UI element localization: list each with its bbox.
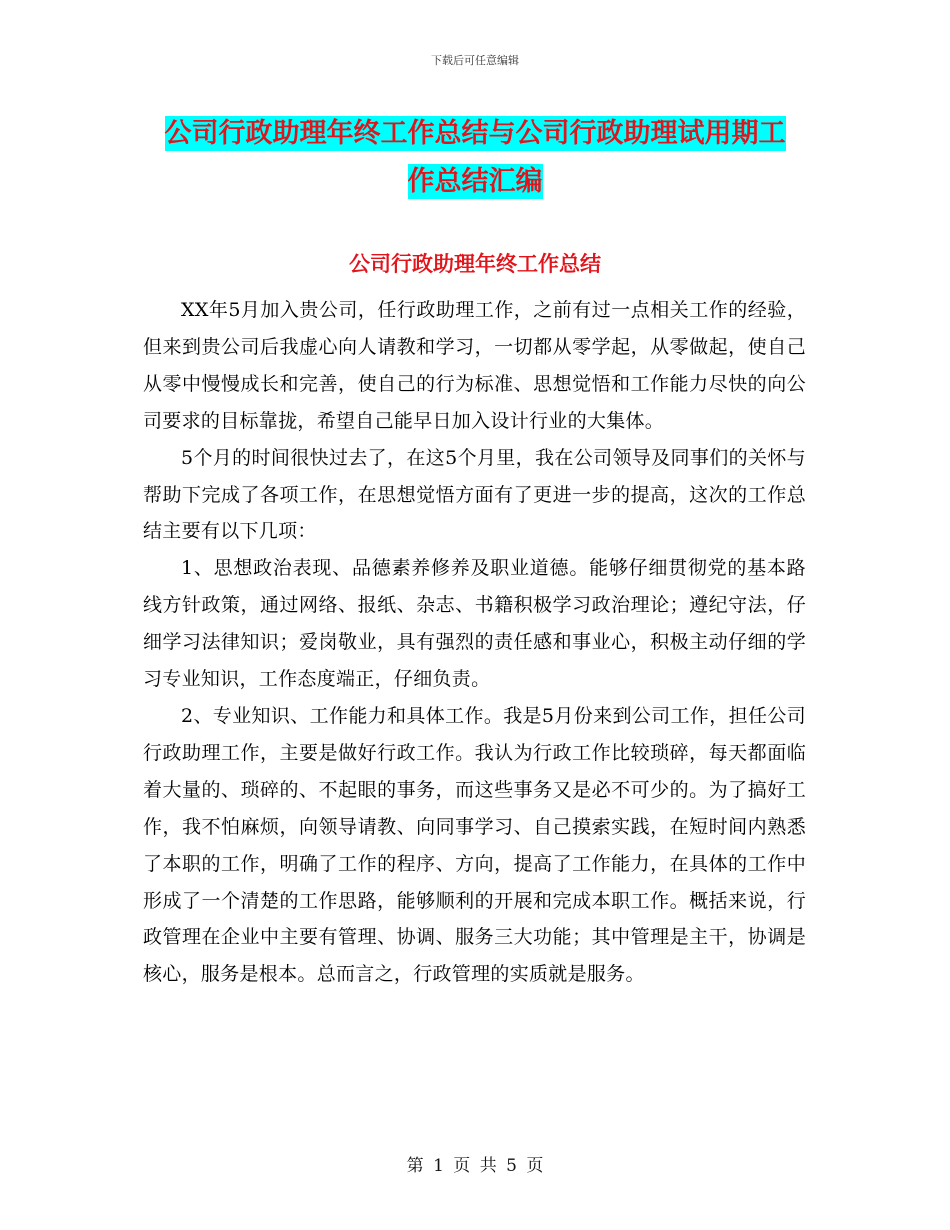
section-title: 公司行政助理年终工作总结 (349, 252, 601, 276)
page-header-note: 下载后可任意编辑 (431, 54, 519, 67)
document-body (143, 292, 806, 993)
document-title-line-1: 公司行政助理年终工作总结与公司行政助理试用期工 (164, 118, 786, 149)
body-paragraph-2: 5个月的时间很快过去了，在这5个月里，我在公司领导及同事们的关怀与帮助下完成了各项工作，在思想觉悟方面有了更进一步的提高，这次的工作总结主要有以下几项： (143, 446, 806, 543)
page-number-footer: 第 1 页 共 5 页 (406, 1156, 544, 1176)
document-title-line-2: 作总结汇编 (407, 166, 543, 197)
body-paragraph-4: 2、专业知识、工作能力和具体工作。我是5月份来到公司工作，担任公司行政助理工作，主要是做好行政工作。我认为行政工作比较琐碎，每天都面临着大量的、琐碎的、不起眼的事务，而这些事务又是必不可少的。为了搞好工作，我不怕麻烦，向领导请教、向同事学习、自己摸索实践，在短时间内熟悉了本职的工作，明确了工作的程序、方向，提高了工作能力，在具体的工作中形成了一个清楚的工作思路，能够顺利的开展和完成本职工作。概括来说，行政管理在企业中主要有管理、协调、服务三大功能；其中管理是主干，协调是核心，服务是根本。总而言之，行政管理的实质就是服务。 (143, 704, 806, 986)
document-title (140, 110, 810, 206)
body-paragraph-1: XX年5月加入贵公司，任行政助理工作，之前有过一点相关工作的经验，但来到贵公司后我虚心向人请教和学习，一切都从零学起，从零做起，使自己从零中慢慢成长和完善，使自己的行为标准、思想觉悟和工作能力尽快的向公司要求的目标靠拢，希望自己能早日加入设计行业的大集体。 (143, 299, 806, 432)
body-paragraph-3: 1、思想政治表现、品德素养修养及职业道德。能够仔细贯彻党的基本路线方针政策，通过网络、报纸、杂志、书籍积极学习政治理论；遵纪守法，仔细学习法律知识；爱岗敬业，具有强烈的责任感和事业心，积极主动仔细的学习专业知识，工作态度端正，仔细负责。 (143, 557, 806, 691)
